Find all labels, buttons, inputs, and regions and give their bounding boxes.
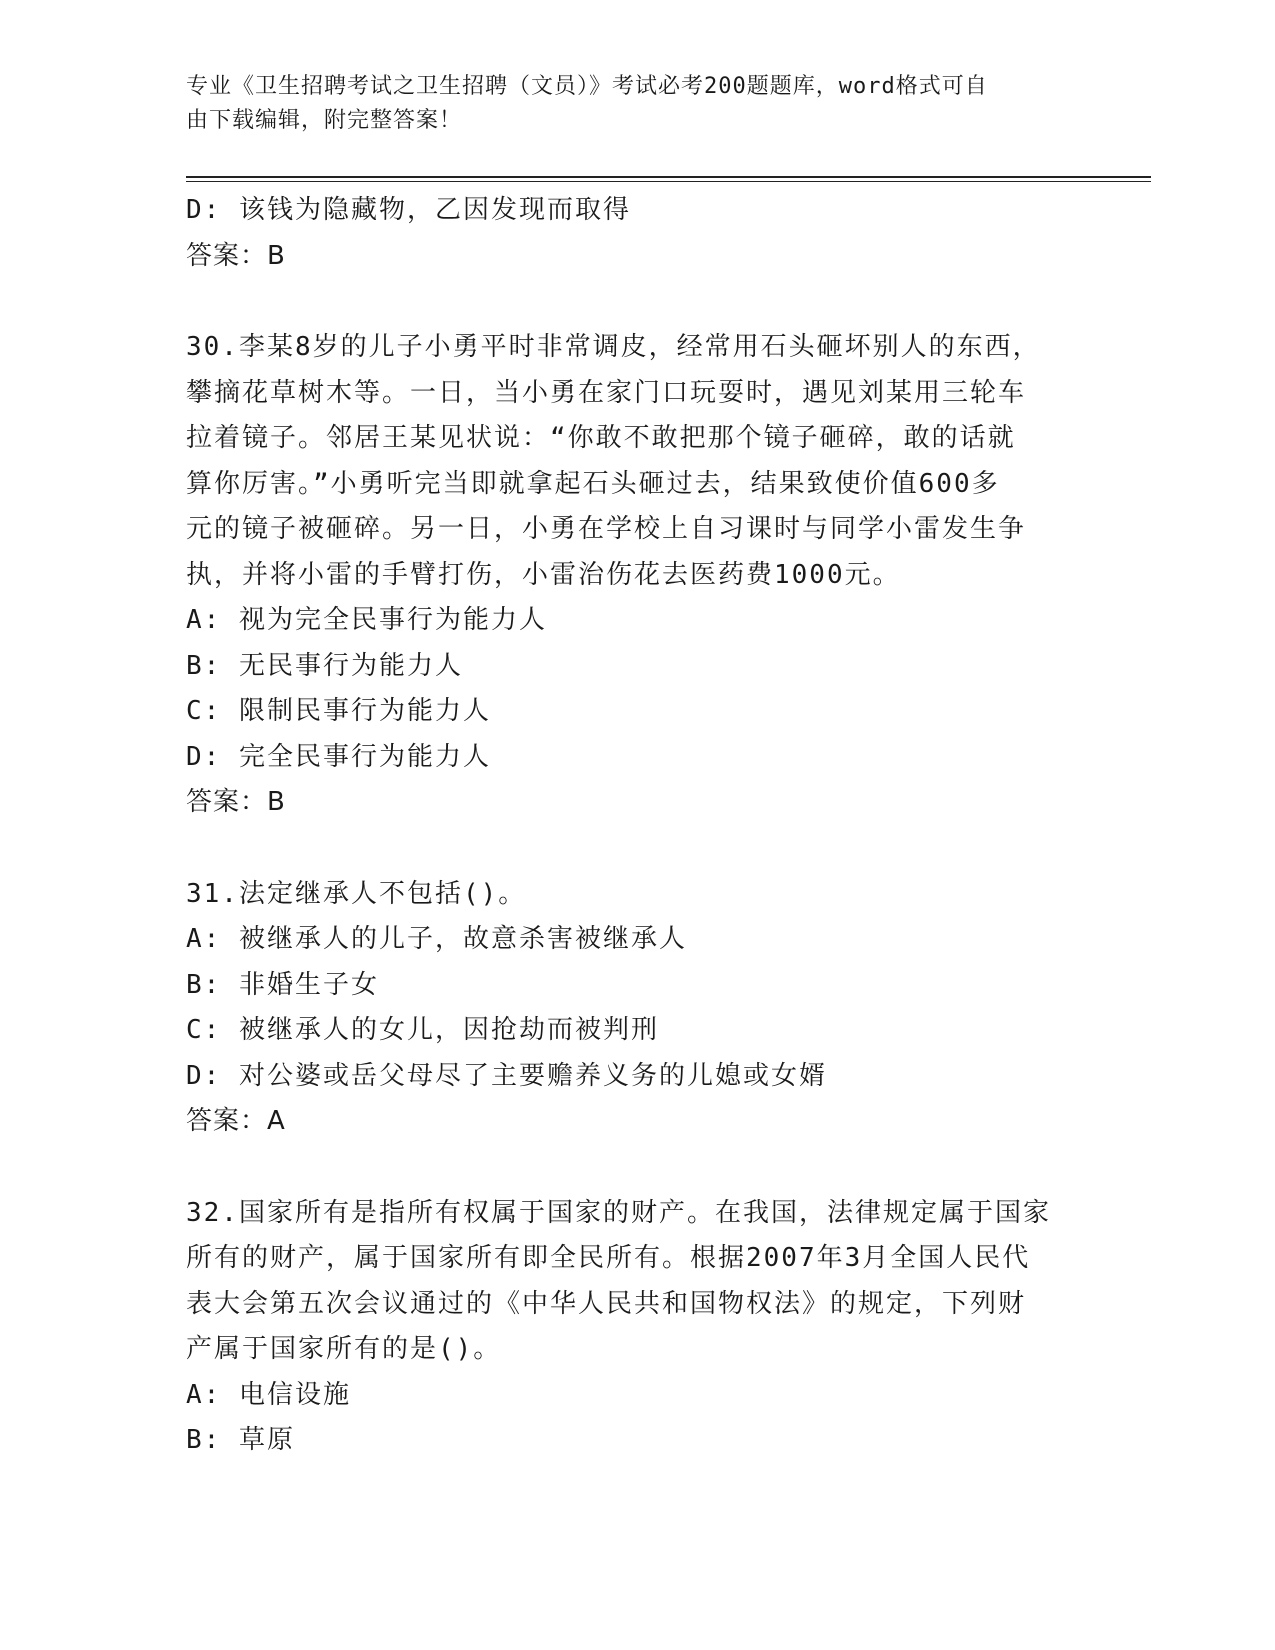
header-line-1: 专业《卫生招聘考试之卫生招聘（文员）》考试必考200题题库，word格式可自 [186,74,988,99]
question-text-line: 31.法定继承人不包括()。 [186,878,527,909]
option-c: C: 限制民事行为能力人 [186,696,491,726]
header-divider-thick [186,176,1151,178]
option-d: D: 该钱为隐藏物，乙因发现而取得 [186,195,631,225]
option-a: A: 被继承人的儿子，故意杀害被继承人 [186,924,687,954]
answer: 答案：B [186,240,286,271]
question-text-line: 30.李某8岁的儿子小勇平时非常调皮，经常用石头砸坏别人的东西， [186,332,1041,362]
option-d: D: 对公婆或岳父母尽了主要赡养义务的儿媳或女婿 [186,1060,827,1091]
option-c: C: 被继承人的女儿，因抢劫而被判刑 [186,1015,659,1045]
document-header [186,70,1066,138]
option-a: A: 视为完全民事行为能力人 [186,605,547,635]
question-text-line: 算你厉害。”小勇听完当即就拿起石头砸过去，结果致使价值600多 [186,468,1000,499]
answer: 答案：B [186,787,286,817]
question-32 [186,1191,1066,1464]
question-text-line: 执，并将小雷的手臂打伤，小雷治伤花去医药费1000元。 [186,559,901,590]
question-text-line: 元的镜子被砸碎。另一日，小勇在学校上自习课时与同学小雷发生争 [186,514,1027,544]
option-b: B: 草原 [186,1425,295,1455]
question-text-line: 32.国家所有是指所有权属于国家的财产。在我国，法律规定属于国家 [186,1197,1051,1228]
option-d: D: 完全民事行为能力人 [186,741,491,772]
option-b: B: 无民事行为能力人 [186,650,463,681]
question-text-line: 产属于国家所有的是()。 [186,1334,502,1364]
question-list [186,188,1066,1464]
question-31 [186,872,1066,1145]
answer: 答案：A [186,1106,286,1136]
question-text-line: 表大会第五次会议通过的《中华人民共和国物权法》的规定，下列财 [186,1288,1027,1319]
question-text-line: 拉着镜子。邻居王某见状说：“你敢不敢把那个镜子砸碎，敢的话就 [186,423,1016,453]
option-a: A: 电信设施 [186,1379,351,1410]
header-divider-thin [186,181,1151,182]
option-b: B: 非婚生子女 [186,969,379,1000]
previous-question-tail [186,188,1066,279]
question-text-line: 所有的财产，属于国家所有即全民所有。根据2007年3月全国人民代 [186,1243,1031,1273]
question-30 [186,325,1066,826]
spacer [186,1145,1066,1191]
spacer [186,826,1066,872]
question-text-line: 攀摘花草树木等。一日，当小勇在家门口玩耍时，遇见刘某用三轮车 [186,377,1027,408]
spacer [186,279,1066,325]
header-line-2: 由下载编辑，附完整答案！ [186,108,463,133]
